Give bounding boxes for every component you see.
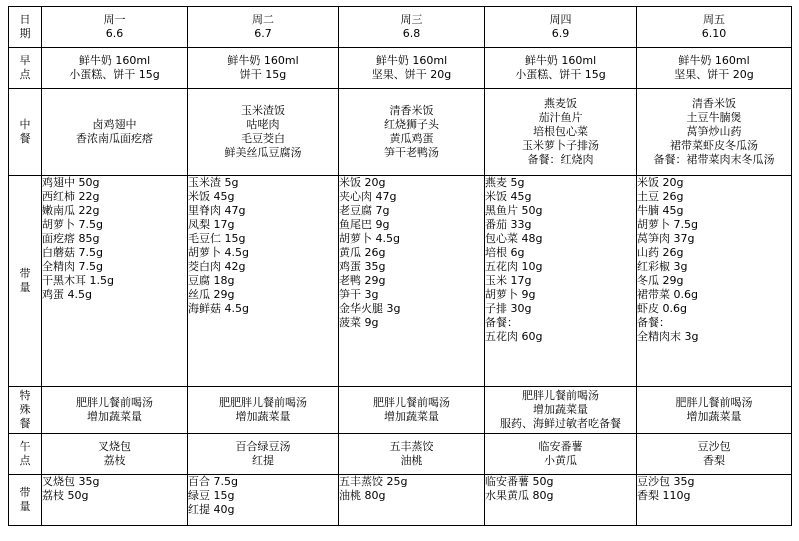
snack-cell — [485, 434, 637, 475]
menu-line: 鱼尾巴 9g — [339, 218, 390, 231]
menu-line: 山药 26g — [637, 246, 684, 259]
special-meal-row — [9, 387, 792, 434]
menu-line: 小黄瓜 — [544, 454, 577, 467]
menu-line: 临安番薯 50g — [485, 475, 554, 488]
menu-line: 香梨 110g — [637, 489, 691, 502]
menu-line: 胡萝卜 4.5g — [188, 246, 249, 259]
menu-line: 肥胖儿餐前喝汤 — [373, 396, 450, 409]
menu-line: 鲜牛奶 160ml — [375, 54, 448, 67]
menu-line: 全精肉末 3g — [637, 330, 699, 343]
menu-line: 清香米饭 — [389, 104, 434, 117]
menu-line: 米饭 20g — [637, 176, 684, 189]
menu-line: 玉米渣饭 — [241, 104, 285, 117]
snack-cell — [339, 434, 485, 475]
menu-line: 增加蔬菜量 — [686, 410, 742, 423]
menu-line: 增加蔬菜量 — [533, 403, 588, 416]
menu-line: 肥胖儿餐前喝汤 — [675, 396, 753, 409]
date-label: 6.6 — [105, 27, 124, 40]
menu-line: 红提 — [252, 454, 274, 467]
menu-line: 冬瓜 29g — [637, 274, 684, 287]
date-row — [9, 7, 792, 48]
menu-line: 金华火腿 3g — [339, 302, 401, 315]
lunch-cell — [42, 89, 188, 176]
lunch-cell — [485, 89, 637, 176]
menu-line: 面疙瘩 85g — [42, 232, 100, 245]
breakfast-cell — [485, 48, 637, 89]
lunch-cell — [339, 89, 485, 176]
date-label: 6.8 — [402, 27, 421, 40]
snack-quantity-cell — [339, 475, 485, 526]
menu-line: 绿豆 15g — [188, 489, 235, 502]
menu-line: 五花肉 10g — [485, 260, 543, 273]
menu-line: 清香米饭 — [692, 97, 736, 110]
menu-line: 夹心肉 47g — [339, 190, 397, 203]
day-header-cell — [485, 7, 637, 48]
menu-line: 鲜牛奶 160ml — [78, 54, 151, 67]
day-header-cell — [188, 7, 339, 48]
menu-line: 服药、海鲜过敏者吃备餐 — [500, 417, 621, 430]
menu-line: 裙带菜虾皮冬瓜汤 — [670, 139, 758, 152]
menu-line: 全精肉 7.5g — [42, 260, 103, 273]
row-label-breakfast: 早 点 — [9, 48, 42, 89]
menu-line: 土豆 26g — [637, 190, 684, 203]
menu-line: 番茄 33g — [485, 218, 532, 231]
menu-line: 燕麦饭 — [544, 97, 577, 110]
row-label-special: 特 殊 餐 — [9, 387, 42, 434]
menu-line: 牛腩 45g — [637, 204, 684, 217]
menu-line: 叉烧包 — [98, 440, 131, 453]
menu-line: 莴笋炒山药 — [686, 125, 742, 138]
menu-line: 米饭 45g — [188, 190, 235, 203]
menu-line: 肥胖儿餐前喝汤 — [522, 389, 599, 402]
menu-line: 备餐： — [485, 316, 518, 329]
day-header-cell — [42, 7, 188, 48]
menu-line: 裙带菜 0.6g — [637, 288, 698, 301]
breakfast-row — [9, 48, 792, 89]
special-meal-cell — [188, 387, 339, 434]
menu-line: 黑鱼片 50g — [485, 204, 543, 217]
menu-line: 米饭 20g — [339, 176, 386, 189]
row-label-snack: 午 点 — [9, 434, 42, 475]
menu-line: 笋干 3g — [339, 288, 379, 301]
menu-line: 玉米 17g — [485, 274, 532, 287]
menu-line: 凤梨 17g — [188, 218, 235, 231]
weekly-menu-table — [8, 6, 792, 526]
menu-line: 虾皮 0.6g — [637, 302, 687, 315]
menu-line: 小蛋糕、饼干 15g — [69, 68, 160, 81]
menu-line: 鸡蛋 4.5g — [42, 288, 92, 301]
menu-line: 老鸭 29g — [339, 274, 386, 287]
menu-line: 笋干老鸭汤 — [384, 146, 439, 159]
menu-line: 临安番薯 — [538, 440, 583, 453]
snack-row — [9, 434, 792, 475]
menu-line: 嫩南瓜 22g — [42, 204, 100, 217]
menu-line: 五丰蒸饺 — [389, 440, 434, 453]
weekday-label: 周五 — [703, 13, 725, 26]
menu-line: 水果黄瓜 80g — [485, 489, 554, 502]
lunch-cell — [637, 89, 792, 176]
snack-quantity-row — [9, 475, 792, 526]
lunch-row — [9, 89, 792, 176]
menu-line: 鸡蛋 35g — [339, 260, 386, 273]
menu-line: 肥胖儿餐前喝汤 — [76, 396, 153, 409]
menu-line: 增加蔬菜量 — [87, 410, 142, 423]
menu-line: 土豆牛腩煲 — [686, 111, 742, 124]
lunch-quantity-cell — [637, 176, 792, 387]
weekday-label: 周三 — [400, 13, 423, 26]
lunch-quantity-cell — [188, 176, 339, 387]
menu-line: 备餐：红烧肉 — [527, 153, 594, 166]
weekday-label: 周二 — [252, 13, 274, 26]
lunch-quantity-cell — [485, 176, 637, 387]
menu-line: 黄瓜鸡蛋 — [389, 132, 434, 145]
menu-line: 坚果、饼干 20g — [371, 68, 452, 81]
menu-line: 干黑木耳 1.5g — [42, 274, 114, 287]
menu-line: 胡萝卜 7.5g — [42, 218, 103, 231]
menu-line: 红彩椒 3g — [637, 260, 688, 273]
menu-line: 卤鸡翅中 — [92, 118, 137, 131]
menu-line: 百合 7.5g — [188, 475, 238, 488]
snack-quantity-cell — [42, 475, 188, 526]
menu-line: 玉米萝卜子排汤 — [522, 139, 599, 152]
menu-line: 培根包心菜 — [533, 125, 588, 138]
menu-line: 燕麦 5g — [485, 176, 525, 189]
menu-line: 增加蔬菜量 — [384, 410, 439, 423]
row-label-date: 日 期 — [9, 7, 42, 48]
breakfast-cell — [339, 48, 485, 89]
snack-cell — [637, 434, 792, 475]
weekday-label: 周四 — [549, 13, 572, 26]
menu-line: 海鲜菇 4.5g — [188, 302, 249, 315]
lunch-quantity-cell — [339, 176, 485, 387]
snack-quantity-cell — [637, 475, 792, 526]
menu-line: 荔枝 50g — [42, 489, 89, 502]
breakfast-cell — [42, 48, 188, 89]
menu-line: 油桃 80g — [339, 489, 386, 502]
menu-line: 荔枝 — [103, 454, 126, 467]
menu-line: 茄汁鱼片 — [538, 111, 583, 124]
menu-line: 子排 30g — [485, 302, 532, 315]
menu-line: 小蛋糕、饼干 15g — [515, 68, 606, 81]
weekday-label: 周一 — [103, 13, 126, 26]
menu-line: 莴笋肉 37g — [637, 232, 695, 245]
special-meal-cell — [637, 387, 792, 434]
snack-quantity-cell — [485, 475, 637, 526]
menu-line: 备餐： — [637, 316, 670, 329]
menu-line: 毛豆茭白 — [241, 132, 285, 145]
menu-line: 百合绿豆汤 — [235, 440, 291, 453]
menu-line: 白蘑菇 7.5g — [42, 246, 103, 259]
breakfast-cell — [188, 48, 339, 89]
date-label: 6.7 — [254, 27, 272, 40]
snack-quantity-cell — [188, 475, 339, 526]
menu-line: 丝瓜 29g — [188, 288, 235, 301]
menu-line: 肥肥胖儿餐前喝汤 — [219, 396, 307, 409]
menu-line: 豆沙包 — [697, 440, 731, 453]
menu-line: 香梨 — [703, 454, 725, 467]
menu-line: 胡萝卜 9g — [485, 288, 536, 301]
lunch-cell — [188, 89, 339, 176]
menu-line: 叉烧包 35g — [42, 475, 100, 488]
menu-line: 茭白肉 42g — [188, 260, 246, 273]
lunch-quantity-cell — [42, 176, 188, 387]
menu-line: 豆沙包 35g — [637, 475, 695, 488]
menu-line: 鲜美丝瓜豆腐汤 — [224, 146, 302, 159]
date-label: 6.9 — [551, 27, 570, 40]
menu-line: 菠菜 9g — [339, 316, 379, 329]
menu-line: 豆腐 18g — [188, 274, 235, 287]
row-label-lunch-quantity: 带 量 — [9, 176, 42, 387]
day-header-cell — [637, 7, 792, 48]
day-header-cell — [339, 7, 485, 48]
menu-line: 鲜牛奶 160ml — [678, 54, 750, 67]
menu-line: 坚果、饼干 20g — [674, 68, 754, 81]
menu-line: 增加蔬菜量 — [235, 410, 291, 423]
menu-line: 胡萝卜 4.5g — [339, 232, 400, 245]
menu-line: 备餐：裙带菜肉末冬瓜汤 — [653, 153, 775, 166]
menu-line: 米饭 45g — [485, 190, 532, 203]
special-meal-cell — [42, 387, 188, 434]
menu-line: 培根 6g — [485, 246, 525, 259]
snack-cell — [42, 434, 188, 475]
menu-line: 包心菜 48g — [485, 232, 543, 245]
row-label-snack-quantity: 带 量 — [9, 475, 42, 526]
menu-line: 鲜牛奶 160ml — [524, 54, 597, 67]
menu-line: 饼干 15g — [239, 68, 287, 81]
row-label-lunch: 中 餐 — [9, 89, 42, 176]
menu-line: 五花肉 60g — [485, 330, 543, 343]
menu-line: 里脊肉 47g — [188, 204, 246, 217]
special-meal-cell — [339, 387, 485, 434]
menu-line: 咕咾肉 — [246, 118, 280, 131]
snack-cell — [188, 434, 339, 475]
menu-line: 鲜牛奶 160ml — [227, 54, 299, 67]
menu-line: 老豆腐 7g — [339, 204, 390, 217]
menu-line: 玉米渣 5g — [188, 176, 239, 189]
menu-line: 红烧狮子头 — [384, 118, 439, 131]
menu-line: 胡萝卜 7.5g — [637, 218, 698, 231]
menu-line: 黄瓜 26g — [339, 246, 386, 259]
breakfast-cell — [637, 48, 792, 89]
special-meal-cell — [485, 387, 637, 434]
menu-line: 油桃 — [400, 454, 423, 467]
menu-line: 香浓南瓜面疙瘩 — [76, 132, 153, 145]
menu-line: 五丰蒸饺 25g — [339, 475, 408, 488]
menu-line: 红提 40g — [188, 503, 235, 516]
lunch-quantity-row — [9, 176, 792, 387]
menu-line: 鸡翅中 50g — [42, 176, 100, 189]
menu-line: 毛豆仁 15g — [188, 232, 246, 245]
date-label: 6.10 — [701, 27, 727, 40]
menu-line: 西红柿 22g — [42, 190, 100, 203]
